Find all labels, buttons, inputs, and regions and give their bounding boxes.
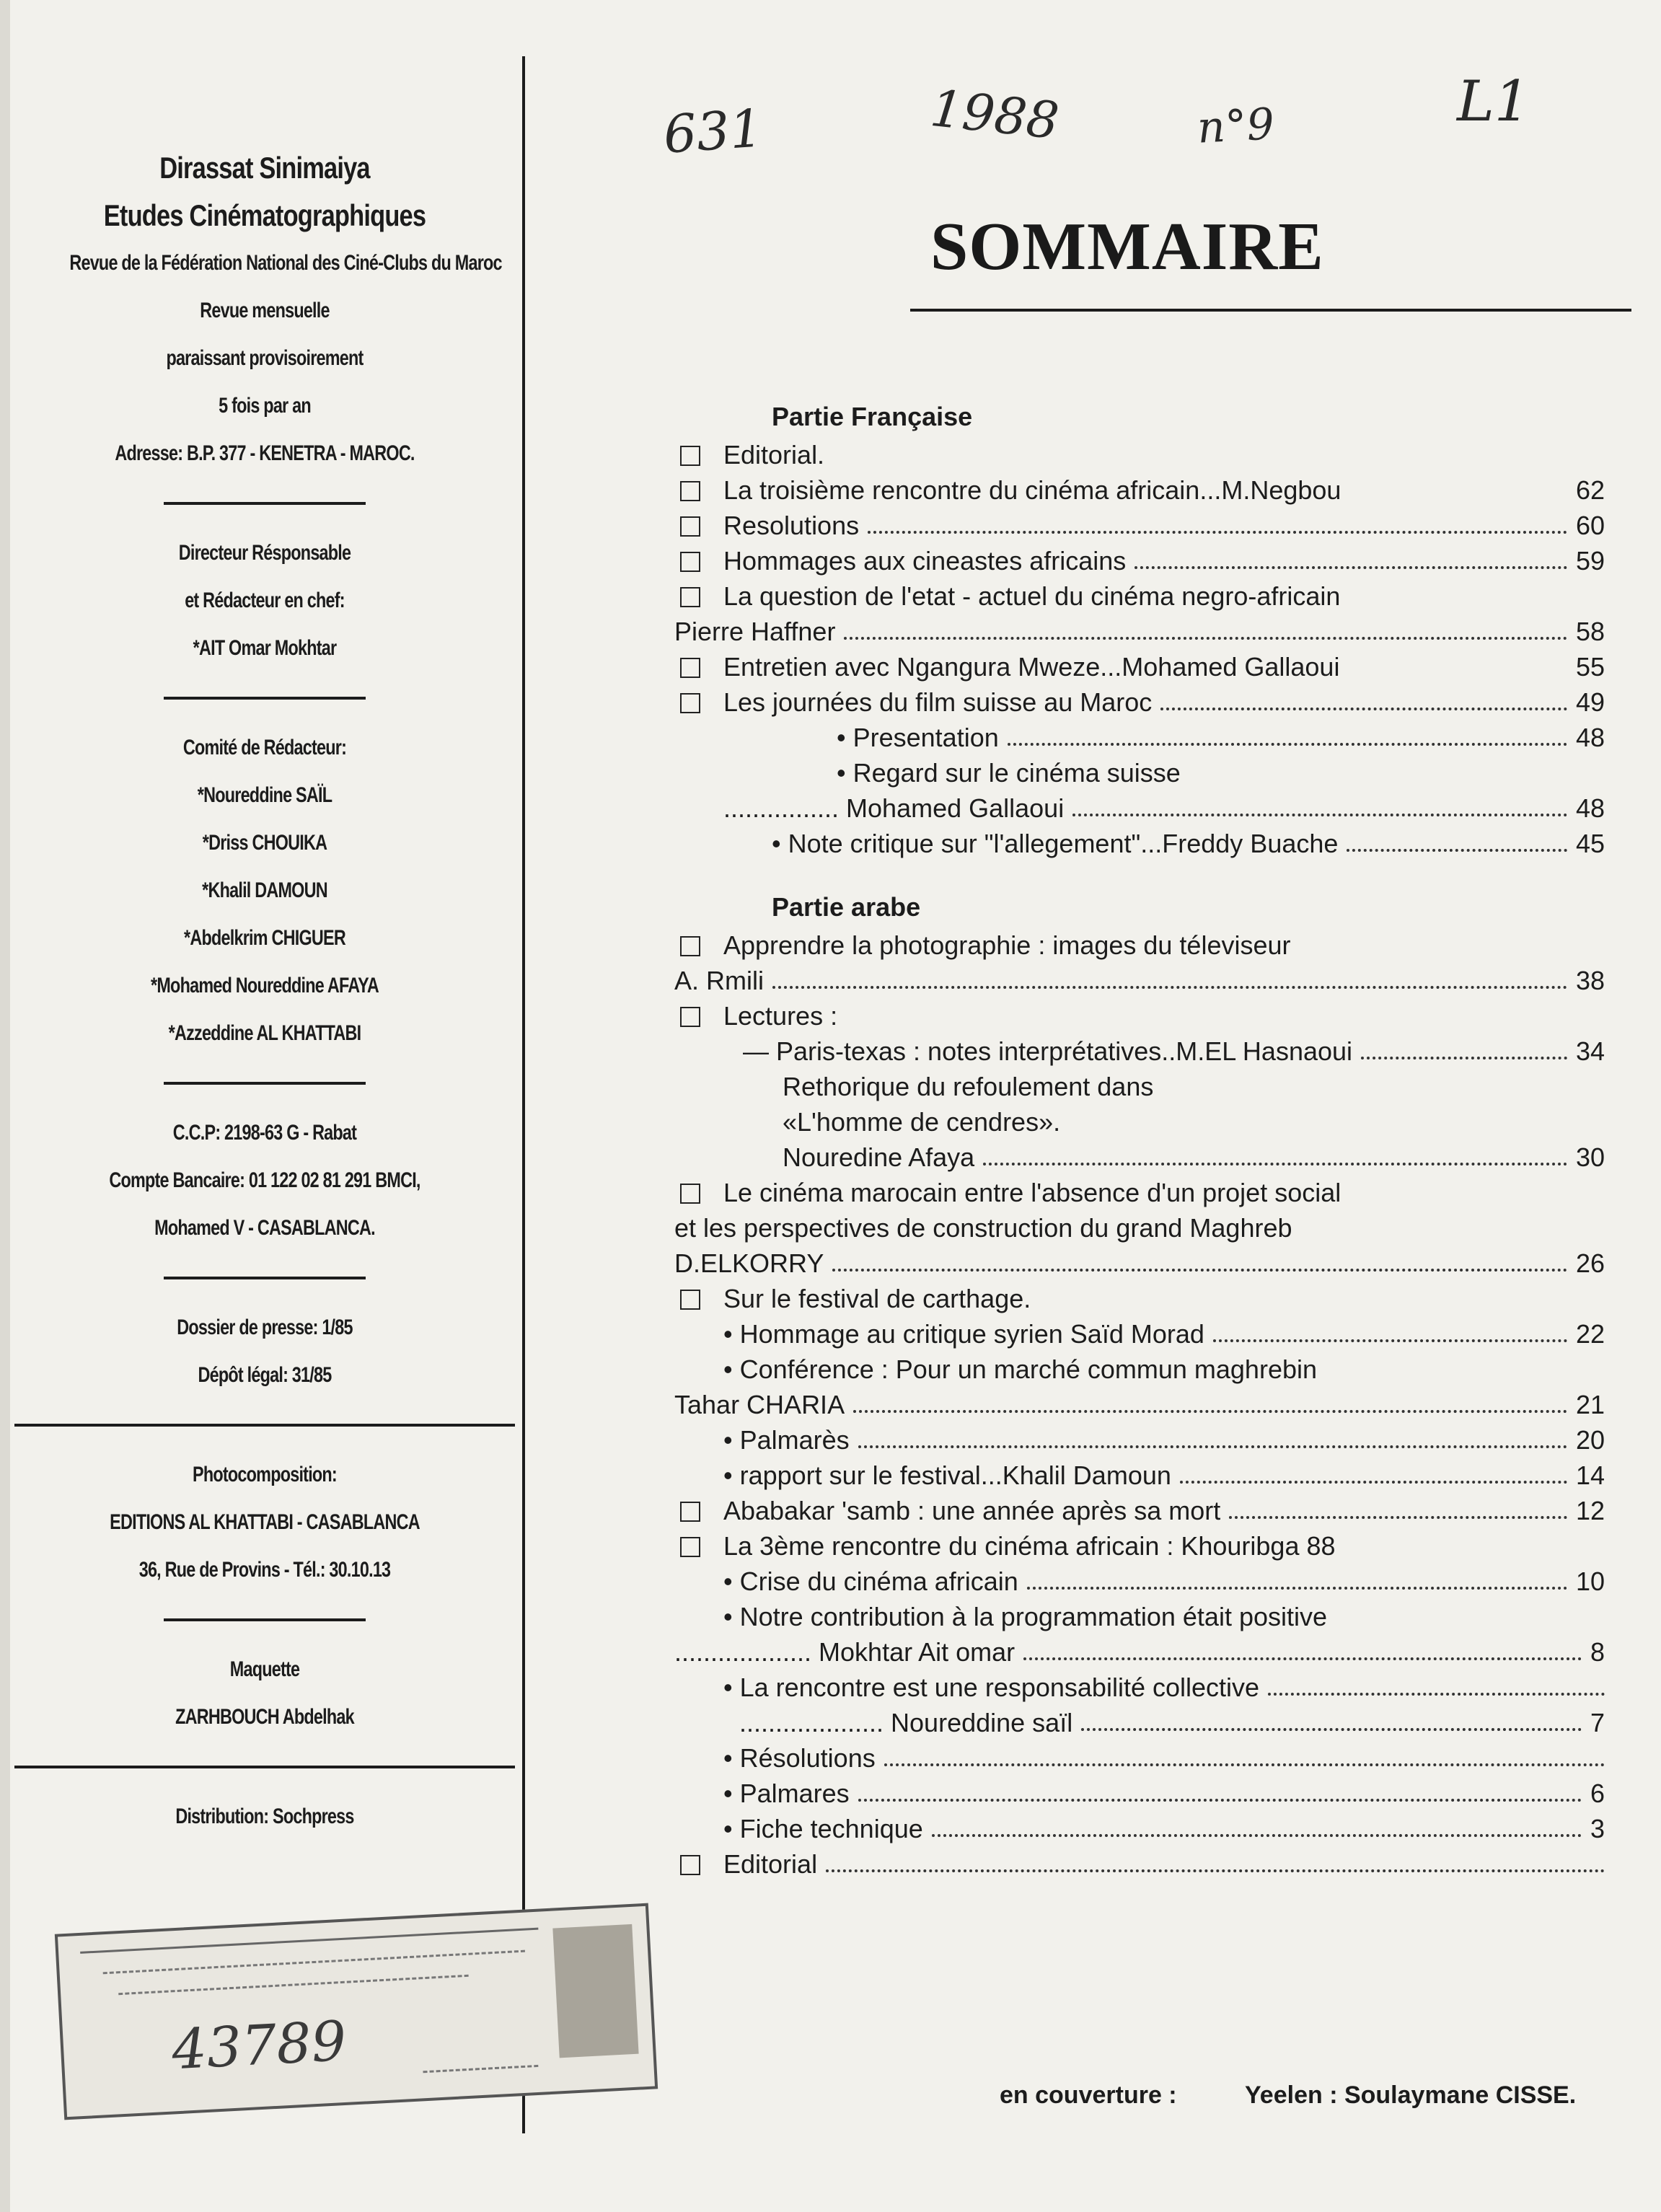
toc-entry-title: Lectures : xyxy=(723,1001,838,1031)
dot-leader xyxy=(853,1410,1567,1413)
depot-legal: Dépôt légal: 31/85 xyxy=(198,1363,332,1387)
toc-page-number: 48 xyxy=(1575,723,1605,752)
masthead-line: Revue mensuelle xyxy=(200,299,330,322)
toc-page-number: 58 xyxy=(1575,617,1605,646)
toc-entry xyxy=(674,1210,1605,1246)
toc-entry xyxy=(674,1846,1605,1882)
toc-entry xyxy=(674,963,1605,998)
toc-entry-title: Les journées du film suisse au Maroc xyxy=(723,687,1153,717)
toc-page-number: 59 xyxy=(1575,546,1605,576)
toc-entry-title: La troisième rencontre du cinéma africain...M.Negbou xyxy=(723,475,1341,505)
toc-page-number: 55 xyxy=(1575,652,1605,682)
director-label: Directeur Résponsable xyxy=(178,541,351,565)
toc-page-number: 10 xyxy=(1575,1567,1605,1596)
committee-member: *Mohamed Noureddine AFAYA xyxy=(151,974,379,997)
toc-entry-title: • Palmarès xyxy=(723,1425,850,1455)
divider xyxy=(164,1277,366,1279)
photocomp-address: 36, Rue de Provins - Tél.: 30.10.13 xyxy=(138,1558,391,1582)
checkbox-square-icon xyxy=(680,1855,700,1875)
masthead xyxy=(14,144,515,1841)
checkbox-square-icon xyxy=(680,658,700,678)
checkbox-square-icon xyxy=(680,1502,700,1522)
handwritten-note: L1 xyxy=(1457,69,1530,134)
dot-leader xyxy=(1268,1693,1605,1696)
toc-page-number: 60 xyxy=(1575,511,1605,540)
checkbox-square-icon xyxy=(680,1184,700,1204)
dot-leader xyxy=(832,1269,1567,1272)
dot-leader xyxy=(844,637,1567,640)
toc-entry xyxy=(674,1776,1605,1811)
toc-entry-title: • Regard sur le cinéma suisse xyxy=(837,758,1181,788)
toc-entry-title: A. Rmili xyxy=(674,966,764,995)
toc-entry-title: Entretien avec Ngangura Mweze...Mohamed Gallaoui xyxy=(723,652,1340,682)
cover-credit: Yeelen : Soulaymane CISSE. xyxy=(1245,2081,1577,2109)
dot-leader xyxy=(1134,566,1567,569)
toc-entry xyxy=(674,437,1605,472)
toc-entry-title: Nouredine Afaya xyxy=(783,1142,975,1172)
dot-leader xyxy=(1160,708,1567,710)
toc-page-number: 45 xyxy=(1575,829,1605,858)
toc-page-number: 26 xyxy=(1575,1248,1605,1278)
photocomp-label: Photocomposition: xyxy=(193,1463,337,1486)
bank-account: Mohamed V - CASABLANCA. xyxy=(154,1216,375,1240)
toc-entry xyxy=(674,614,1605,649)
toc-entry-title: • Hommage au critique syrien Saïd Morad xyxy=(723,1319,1204,1349)
toc-entry xyxy=(674,998,1605,1034)
toc-entry-title: — Paris-texas : notes interprétatives..M.EL Hasnaoui xyxy=(743,1036,1353,1066)
toc-entry xyxy=(674,1811,1605,1846)
committee-member: *Azzeddine AL KHATTABI xyxy=(168,1021,361,1045)
committee-member: *Abdelkrim CHIGUER xyxy=(184,926,345,950)
toc-page-number: 34 xyxy=(1575,1036,1605,1066)
committee-member: *Khalil DAMOUN xyxy=(202,878,327,902)
toc-entry xyxy=(674,1493,1605,1528)
checkbox-square-icon xyxy=(680,481,700,501)
dot-leader xyxy=(858,1445,1567,1448)
toc-page-number: 20 xyxy=(1575,1425,1605,1455)
toc-entry-title: Hommages aux cineastes africains xyxy=(723,546,1127,576)
toc-entry-title: • rapport sur le festival...Khalil Damoun xyxy=(723,1460,1171,1490)
ccp: C.C.P: 2198-63 G - Rabat xyxy=(172,1121,357,1145)
bank-account: Compte Bancaire: 01 122 02 81 291 BMCI, xyxy=(109,1168,420,1192)
dot-leader xyxy=(772,986,1567,989)
toc-entry xyxy=(674,1175,1605,1210)
handwritten-note: 631 xyxy=(661,97,765,165)
dot-leader xyxy=(932,1834,1582,1837)
handwritten-note: 1988 xyxy=(928,78,1062,151)
toc-page-number: 38 xyxy=(1575,966,1605,995)
director-label: et Rédacteur en chef: xyxy=(185,589,345,612)
divider xyxy=(164,697,366,700)
toc-entry-title: • Palmares xyxy=(723,1779,850,1808)
table-of-contents xyxy=(674,397,1605,1882)
toc-entry-title: • Fiche technique xyxy=(723,1814,923,1843)
toc-page-number: 14 xyxy=(1575,1460,1605,1490)
toc-page-number: 30 xyxy=(1575,1142,1605,1172)
toc-entry xyxy=(674,1564,1605,1599)
toc-entry-title: La 3ème rencontre du cinéma africain : Khouribga 88 xyxy=(723,1531,1336,1561)
toc-entry xyxy=(674,927,1605,963)
toc-entry xyxy=(674,1528,1605,1564)
toc-page-number: 49 xyxy=(1575,687,1605,717)
toc-entry xyxy=(674,720,1605,755)
toc-entry xyxy=(674,1069,1605,1104)
toc-entry-title: • Conférence : Pour un marché commun maghrebin xyxy=(723,1354,1318,1384)
page-title: SOMMAIRE xyxy=(930,209,1324,284)
library-stamp xyxy=(55,1903,658,2120)
dot-leader xyxy=(1229,1516,1567,1519)
toc-entry xyxy=(674,1034,1605,1069)
divider xyxy=(164,1082,366,1085)
toc-entry xyxy=(674,649,1605,684)
dot-leader xyxy=(1008,743,1567,746)
dot-leader xyxy=(1027,1587,1567,1590)
maquette-name: ZARHBOUCH Abdelhak xyxy=(175,1705,354,1729)
masthead-line: 5 fois par an xyxy=(219,394,311,418)
dot-leader xyxy=(868,531,1567,534)
toc-entry-title: «L'homme de cendres». xyxy=(783,1107,1061,1137)
section-heading-french: Partie Française xyxy=(772,402,973,431)
divider xyxy=(14,1766,515,1768)
dot-leader xyxy=(1361,1057,1567,1059)
divider xyxy=(164,1618,366,1621)
masthead-line: Revue de la Fédération National des Ciné-Clubs du Maroc xyxy=(69,251,502,275)
toc-entry-title: ................ Mohamed Gallaoui xyxy=(723,793,1065,823)
checkbox-square-icon xyxy=(680,693,700,713)
toc-page-number: 8 xyxy=(1590,1637,1605,1667)
toc-entry-title: Editorial xyxy=(723,1849,818,1879)
toc-entry xyxy=(674,1281,1605,1316)
director-name: *AIT Omar Mokhtar xyxy=(193,636,337,660)
toc-entry-title: D.ELKORRY xyxy=(674,1248,824,1278)
checkbox-square-icon xyxy=(680,516,700,537)
toc-page-number: 6 xyxy=(1590,1779,1605,1808)
toc-page-number: 62 xyxy=(1575,475,1605,505)
checkbox-square-icon xyxy=(680,936,700,956)
checkbox-square-icon xyxy=(680,587,700,607)
section-heading-arabe: Partie arabe xyxy=(772,892,921,922)
toc-entry xyxy=(674,1387,1605,1422)
dot-leader xyxy=(826,1869,1605,1872)
committee-label: Comité de Rédacteur: xyxy=(182,736,347,759)
toc-page-number: 21 xyxy=(1575,1390,1605,1419)
toc-entry xyxy=(674,1246,1605,1281)
toc-entry-title: Rethorique du refoulement dans xyxy=(783,1072,1154,1101)
distribution: Distribution: Sochpress xyxy=(175,1805,354,1828)
checkbox-square-icon xyxy=(680,552,700,572)
toc-page-number: 7 xyxy=(1590,1708,1605,1737)
divider xyxy=(164,502,366,505)
toc-entry xyxy=(674,1458,1605,1493)
toc-entry xyxy=(674,1140,1605,1175)
dot-leader xyxy=(884,1763,1605,1766)
toc-entry xyxy=(674,543,1605,578)
toc-entry xyxy=(674,684,1605,720)
toc-entry-title: Pierre Haffner xyxy=(674,617,836,646)
toc-entry-title: Tahar CHARIA xyxy=(674,1390,845,1419)
toc-entry xyxy=(674,1634,1605,1670)
toc-page-number: 22 xyxy=(1575,1319,1605,1349)
toc-entry-title: Apprendre la photographie : images du téleviseur xyxy=(723,930,1291,960)
toc-entry-title: La question de l'etat - actuel du cinéma negro-africain xyxy=(723,581,1341,611)
toc-entry xyxy=(674,1352,1605,1387)
toc-list-arabe xyxy=(674,927,1605,1882)
toc-entry xyxy=(674,1599,1605,1634)
toc-entry xyxy=(674,1705,1605,1740)
toc-entry xyxy=(674,790,1605,826)
toc-entry xyxy=(674,578,1605,614)
toc-entry xyxy=(674,1316,1605,1352)
checkbox-square-icon xyxy=(680,446,700,466)
stamp-number: 43789 xyxy=(170,2008,348,2082)
toc-entry xyxy=(674,1740,1605,1776)
toc-entry-title: et les perspectives de construction du grand Maghreb xyxy=(674,1213,1292,1243)
column-divider xyxy=(522,56,525,2133)
masthead-address: Adresse: B.P. 377 - KENETRA - MAROC. xyxy=(115,441,415,465)
committee-member: *Noureddine SAÏL xyxy=(197,783,332,807)
dot-leader xyxy=(858,1799,1582,1802)
toc-entry xyxy=(674,1104,1605,1140)
toc-entry xyxy=(674,508,1605,543)
masthead-subtitle: Etudes Cinématographiques xyxy=(103,198,426,232)
photocomp-name: EDITIONS AL KHATTABI - CASABLANCA xyxy=(110,1510,420,1534)
toc-entry-title: • Presentation xyxy=(837,723,999,752)
handwritten-note: n°9 xyxy=(1196,99,1276,154)
toc-entry-title: Ababakar 'samb : une année après sa mort xyxy=(723,1496,1221,1525)
dot-leader xyxy=(1347,849,1567,852)
toc-entry xyxy=(674,1670,1605,1705)
checkbox-square-icon xyxy=(680,1290,700,1310)
maquette-label: Maquette xyxy=(229,1657,300,1681)
toc-entry-title: • Crise du cinéma africain xyxy=(723,1567,1018,1596)
dot-leader xyxy=(1081,1728,1582,1731)
toc-entry-title: • Notre contribution à la programmation était positive xyxy=(723,1602,1328,1631)
toc-entry xyxy=(674,472,1605,508)
dossier-presse: Dossier de presse: 1/85 xyxy=(177,1316,353,1339)
dot-leader xyxy=(1023,1657,1582,1660)
toc-entry-title: Resolutions xyxy=(723,511,860,540)
toc-entry-title: • La rencontre est une responsabilité collective xyxy=(723,1673,1260,1702)
dot-leader xyxy=(1213,1339,1567,1342)
toc-entry xyxy=(674,1422,1605,1458)
masthead-title: Dirassat Sinimaiya xyxy=(159,151,370,185)
toc-page-number: 12 xyxy=(1575,1496,1605,1525)
cover-label: en couverture : xyxy=(1000,2081,1177,2109)
stamp-seal-icon xyxy=(552,1924,638,2058)
checkbox-square-icon xyxy=(680,1007,700,1027)
toc-entry xyxy=(674,755,1605,790)
committee-member: *Driss CHOUIKA xyxy=(202,831,327,855)
toc-entry-title: • Note critique sur "l'allegement"...Freddy Buache xyxy=(772,829,1339,858)
toc-list-french xyxy=(674,437,1605,861)
toc-entry xyxy=(674,826,1605,861)
page-edge xyxy=(0,0,10,2212)
dot-leader xyxy=(1180,1481,1567,1484)
masthead-line: paraissant provisoirement xyxy=(166,346,364,370)
title-underline xyxy=(910,309,1631,312)
toc-entry-title: Editorial. xyxy=(723,440,825,470)
dot-leader xyxy=(1072,814,1567,816)
toc-entry-title: • Résolutions xyxy=(723,1743,876,1773)
toc-entry-title: Sur le festival de carthage. xyxy=(723,1284,1031,1313)
toc-entry-title: .................... Noureddine saïl xyxy=(739,1708,1073,1737)
toc-page-number: 48 xyxy=(1575,793,1605,823)
divider xyxy=(14,1424,515,1427)
toc-entry-title: Le cinéma marocain entre l'absence d'un projet social xyxy=(723,1178,1341,1207)
checkbox-square-icon xyxy=(680,1537,700,1557)
dot-leader xyxy=(983,1163,1567,1166)
toc-page-number: 3 xyxy=(1590,1814,1605,1843)
toc-entry-title: ................... Mokhtar Ait omar xyxy=(674,1637,1015,1667)
